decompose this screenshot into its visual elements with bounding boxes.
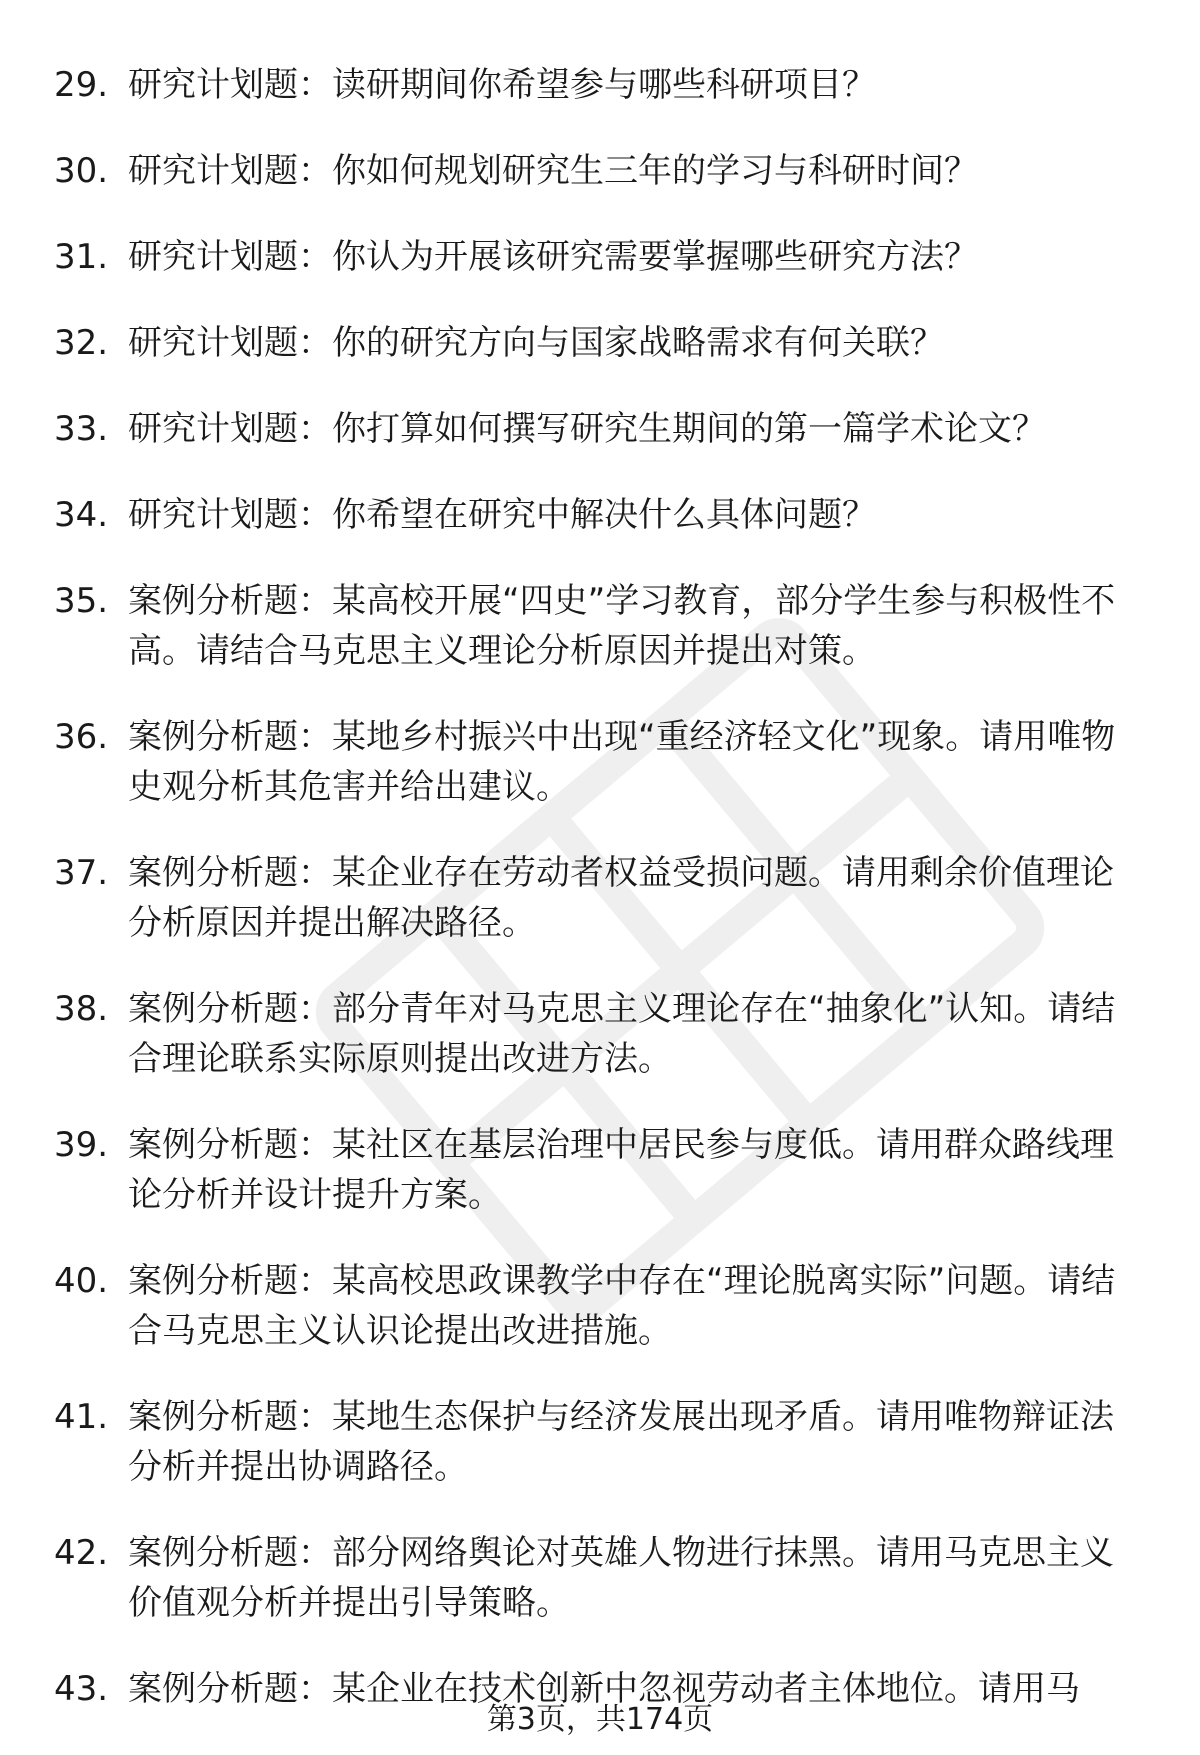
- question-text: 部分网络舆论对英雄人物进行抹黑。请用马克思主义价值观分析并提出引导策略。: [128, 1533, 1114, 1623]
- question-number: 34.: [54, 495, 109, 535]
- question-body: [128, 712, 1144, 812]
- question-body: [128, 404, 1144, 454]
- question-number: 42.: [54, 1533, 109, 1573]
- list-item: [0, 984, 1200, 1084]
- question-text: 某高校思政课教学中存在“理论脱离实际”问题。请结合马克思主义认识论提出改进措施。: [128, 1261, 1116, 1351]
- list-item: [0, 576, 1200, 676]
- page-number-footer: 第3页，共174页: [486, 1702, 714, 1737]
- question-number: 37.: [54, 853, 109, 893]
- question-number: 38.: [54, 989, 109, 1029]
- list-item: [0, 1256, 1200, 1356]
- question-text: 你的研究方向与国家战略需求有何关联？: [332, 323, 944, 363]
- question-body: [128, 1120, 1144, 1220]
- question-category: 案例分析题：: [128, 853, 332, 893]
- question-body: [128, 576, 1144, 676]
- question-category: 研究计划题：: [128, 237, 332, 277]
- question-category: 案例分析题：: [128, 1669, 332, 1709]
- question-number: 32.: [54, 323, 109, 363]
- question-text: 你如何规划研究生三年的学习与科研时间？: [332, 151, 978, 191]
- question-text: 某企业在技术创新中忽视劳动者主体地位。请用马: [332, 1669, 1080, 1709]
- question-category: 研究计划题：: [128, 65, 332, 105]
- question-category: 案例分析题：: [128, 1533, 332, 1573]
- question-text: 某地乡村振兴中出现“重经济轻文化”现象。请用唯物史观分析其危害并给出建议。: [128, 717, 1116, 807]
- question-category: 研究计划题：: [128, 409, 332, 449]
- list-item: [0, 848, 1200, 948]
- question-body: [128, 146, 1144, 196]
- question-category: 案例分析题：: [128, 1261, 332, 1301]
- question-text: 某社区在基层治理中居民参与度低。请用群众路线理论分析并设计提升方案。: [128, 1125, 1114, 1215]
- question-body: [128, 848, 1144, 948]
- question-number: 41.: [54, 1397, 109, 1437]
- question-number: 31.: [54, 237, 109, 277]
- question-body: [128, 232, 1144, 282]
- list-item: [0, 318, 1200, 368]
- question-body: [128, 490, 1144, 540]
- question-category: 研究计划题：: [128, 495, 332, 535]
- question-text: 某高校开展“四史”学习教育，部分学生参与积极性不高。请结合马克思主义理论分析原因并提出对策。: [128, 581, 1116, 671]
- question-list: [0, 60, 1200, 1750]
- question-category: 研究计划题：: [128, 323, 332, 363]
- question-body: [128, 318, 1144, 368]
- list-item: [0, 490, 1200, 540]
- question-number: 30.: [54, 151, 109, 191]
- question-body: [128, 1528, 1144, 1628]
- question-body: [128, 984, 1144, 1084]
- question-number: 43.: [54, 1669, 109, 1709]
- question-category: 案例分析题：: [128, 581, 332, 621]
- list-item: [0, 146, 1200, 196]
- question-text: 某地生态保护与经济发展出现矛盾。请用唯物辩证法分析并提出协调路径。: [128, 1397, 1114, 1487]
- question-number: 36.: [54, 717, 109, 757]
- question-number: 40.: [54, 1261, 109, 1301]
- question-text: 部分青年对马克思主义理论存在“抽象化”认知。请结合理论联系实际原则提出改进方法。: [128, 989, 1116, 1079]
- question-number: 29.: [54, 65, 109, 105]
- question-body: [128, 1256, 1144, 1356]
- question-number: 35.: [54, 581, 109, 621]
- question-body: [128, 60, 1144, 110]
- question-text: 读研期间你希望参与哪些科研项目？: [332, 65, 876, 105]
- question-text: 你打算如何撰写研究生期间的第一篇学术论文？: [332, 409, 1046, 449]
- list-item: [0, 1392, 1200, 1492]
- question-number: 33.: [54, 409, 109, 449]
- list-item: [0, 1120, 1200, 1220]
- question-text: 某企业存在劳动者权益受损问题。请用剩余价值理论分析原因并提出解决路径。: [128, 853, 1114, 943]
- question-text: 你希望在研究中解决什么具体问题？: [332, 495, 876, 535]
- list-item: [0, 232, 1200, 282]
- question-category: 研究计划题：: [128, 151, 332, 191]
- question-number: 39.: [54, 1125, 109, 1165]
- question-category: 案例分析题：: [128, 717, 332, 757]
- list-item: [0, 712, 1200, 812]
- question-category: 案例分析题：: [128, 989, 332, 1029]
- question-category: 案例分析题：: [128, 1125, 332, 1165]
- question-category: 案例分析题：: [128, 1397, 332, 1437]
- list-item: [0, 1528, 1200, 1628]
- list-item: [0, 60, 1200, 110]
- list-item: [0, 404, 1200, 454]
- question-body: [128, 1392, 1144, 1492]
- question-text: 你认为开展该研究需要掌握哪些研究方法？: [332, 237, 978, 277]
